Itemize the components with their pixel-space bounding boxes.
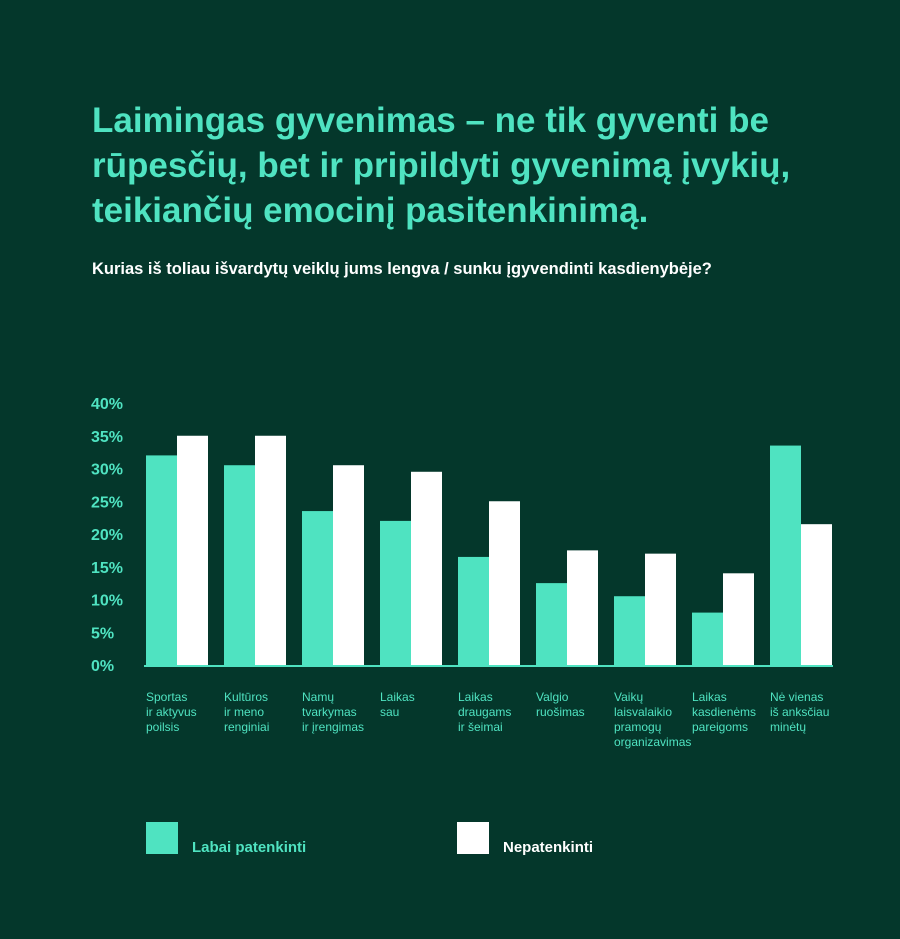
y-tick-label: 25% <box>91 494 124 512</box>
y-tick-label: 35% <box>91 428 124 446</box>
bar-series-a <box>536 583 567 665</box>
bars <box>146 436 832 665</box>
y-tick-label: 5% <box>91 625 115 643</box>
y-tick-label: 15% <box>91 559 124 577</box>
x-category-label-line: tvarkymas <box>302 705 357 719</box>
x-category-label-line: poilsis <box>146 720 180 734</box>
x-category-label <box>614 690 691 749</box>
x-category-label-line: Kultūros <box>224 690 269 704</box>
x-category-label-line: minėtų <box>770 720 807 734</box>
bar-series-b <box>255 436 286 665</box>
legend-swatch-series-b <box>457 822 489 854</box>
bar-series-a <box>458 557 489 665</box>
bar-series-b <box>177 436 208 665</box>
bar-chart <box>0 340 900 780</box>
bar-series-b <box>333 465 364 665</box>
y-tick-label: 10% <box>91 592 124 610</box>
y-tick-label: 30% <box>91 461 124 479</box>
bar-series-b <box>411 472 442 665</box>
x-category-label <box>146 690 197 734</box>
legend-item-series-a <box>146 822 306 854</box>
x-category-label-line: sau <box>380 705 400 719</box>
x-category-label <box>692 690 756 734</box>
x-category-label-line: ruošimas <box>536 705 585 719</box>
legend-item-series-b <box>457 822 593 854</box>
bar-series-b <box>801 524 832 665</box>
x-category-label-line: Sportas <box>146 690 188 704</box>
x-category-label-line: Laikas <box>692 690 727 704</box>
y-tick-label: 0% <box>91 658 115 675</box>
x-category-label-line: pareigoms <box>692 720 749 734</box>
x-category-label-line: Valgio <box>536 690 569 704</box>
y-axis <box>91 396 123 675</box>
y-tick-label: 20% <box>91 527 124 544</box>
bar-series-a <box>380 521 411 665</box>
x-category-label-line: organizavimas <box>614 735 692 749</box>
x-category-label-line: iš anksčiau <box>770 705 830 719</box>
chart-title: Laimingas gyvenimas – ne tik gyventi be rūpesčių, bet ir pripildyti gyvenimą įvykių, teikiančių emocinį pasitenkinimą. <box>92 101 791 230</box>
x-category-label <box>380 690 415 719</box>
x-category-label <box>770 690 829 734</box>
bar-series-b <box>723 573 754 665</box>
x-category-label-line: draugams <box>458 705 512 719</box>
chart-subtitle: Kurias iš toliau išvardytų veiklų jums lengva / sunku įgyvendinti kasdienybėje? <box>92 260 712 278</box>
x-category-label-line: ir aktyvus <box>146 705 197 719</box>
x-category-label-line: ir meno <box>224 705 265 719</box>
x-category-label-line: Namų <box>302 690 335 704</box>
bar-series-a <box>224 465 255 665</box>
x-category-label-line: kasdienėms <box>692 705 757 719</box>
bar-series-a <box>614 596 645 665</box>
x-category-label-line: renginiai <box>224 720 270 734</box>
x-category-label-line: ir įrengimas <box>302 720 365 734</box>
bar-series-b <box>645 554 676 665</box>
legend-label-series-a: Labai patenkinti <box>192 839 307 856</box>
x-category-label <box>302 690 364 734</box>
y-tick-label: 40% <box>91 396 124 413</box>
bar-series-a <box>302 511 333 665</box>
x-category-label-line: Nė vienas <box>770 690 824 704</box>
bar-series-a <box>692 613 723 665</box>
x-category-label-line: Laikas <box>458 690 493 704</box>
x-category-label-line: laisvalaikio <box>614 705 673 719</box>
x-axis-labels <box>146 690 829 749</box>
bar-series-a <box>146 455 177 665</box>
x-category-label-line: pramogų <box>614 720 662 734</box>
x-category-label-line: Vaikų <box>614 690 644 704</box>
x-category-label-line: ir šeimai <box>458 720 503 734</box>
bar-series-a <box>770 446 801 665</box>
legend-label-series-b: Nepatenkinti <box>503 839 594 856</box>
bar-series-b <box>567 550 598 665</box>
x-category-label-line: Laikas <box>380 690 415 704</box>
x-category-label <box>458 690 511 734</box>
x-category-label <box>536 690 585 719</box>
bar-series-b <box>489 501 520 665</box>
legend-swatch-series-a <box>146 822 178 854</box>
x-category-label <box>224 690 269 734</box>
